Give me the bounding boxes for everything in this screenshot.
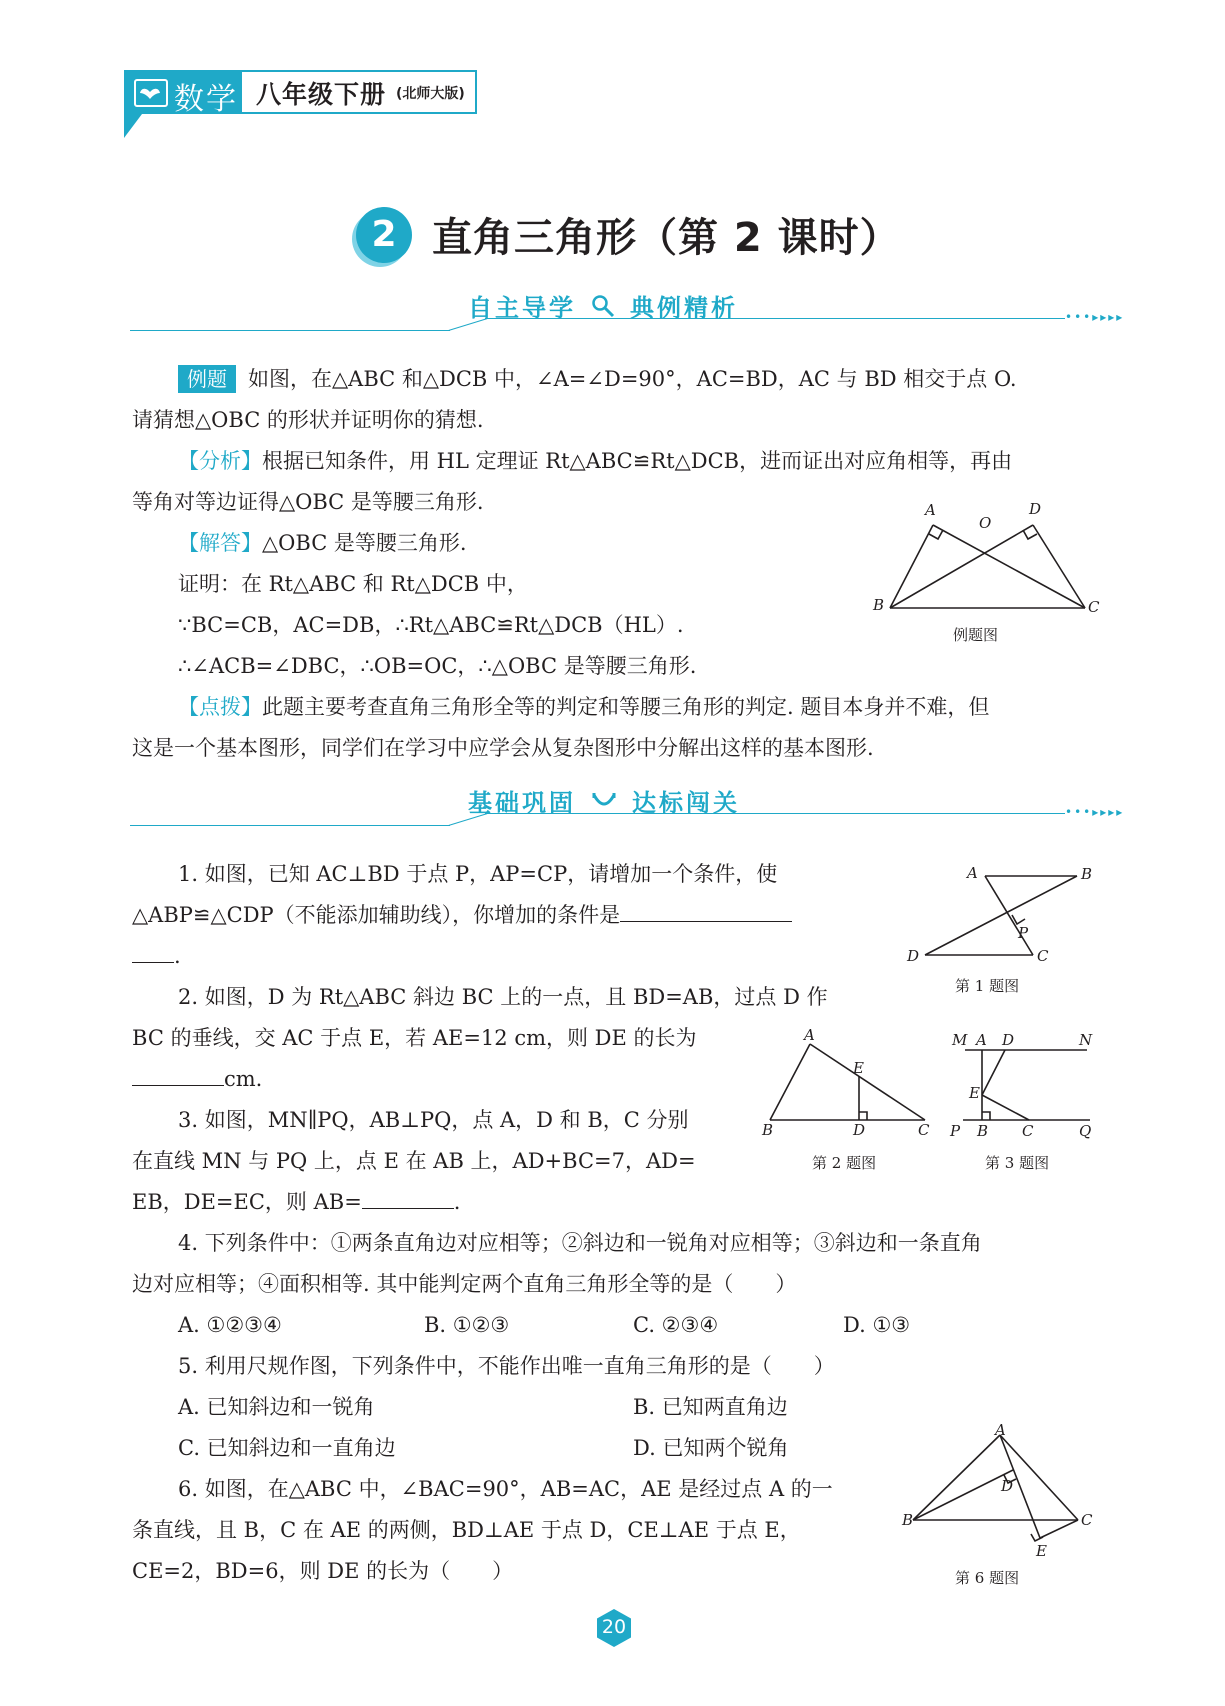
q2-line-1: 2. 如图，D 为 Rt△ABC 斜边 BC 上的一点，且 BD=AB，过点 D 作 bbox=[178, 985, 828, 1009]
section-title-left: 自主导学 bbox=[468, 294, 576, 322]
label-A: A bbox=[995, 1421, 1006, 1439]
label-Q: Q bbox=[1079, 1122, 1092, 1140]
label-B: B bbox=[762, 1121, 774, 1139]
q2-figure bbox=[760, 1028, 935, 1138]
label-E: E bbox=[969, 1084, 980, 1102]
analysis-line-1 bbox=[178, 447, 1012, 475]
example-figure-caption: 例题图 bbox=[953, 626, 999, 644]
q2-line-2: BC 的垂线，交 AC 于点 E，若 AE=12 cm，则 DE 的长为 bbox=[132, 1026, 697, 1050]
q1-figure bbox=[905, 862, 1095, 967]
label-P: P bbox=[1018, 924, 1029, 942]
label-D: D bbox=[1001, 1477, 1014, 1495]
q6-figure-caption: 第 6 题图 bbox=[955, 1569, 1020, 1587]
q1-text: △ABP≌△CDP（不能添加辅助线），你增加的条件是 bbox=[132, 903, 621, 927]
q3-text: EB，DE=EC，则 AB= bbox=[132, 1190, 362, 1214]
label-M: M bbox=[952, 1031, 968, 1049]
q4-option-c[interactable]: C. ②③④ bbox=[633, 1313, 719, 1337]
page-number-badge bbox=[594, 1608, 634, 1648]
q6-line-2: 条直线，且 B，C 在 AE 的两侧，BD⊥AE 于点 D，CE⊥AE 于点 E， bbox=[132, 1518, 801, 1542]
answer-text: △OBC 是等腰三角形. bbox=[262, 531, 467, 555]
tip-line-1 bbox=[178, 693, 989, 721]
q4-line-2: 边对应相等；④面积相等. 其中能判定两个直角三角形全等的是（ ） bbox=[132, 1272, 797, 1296]
book-header bbox=[124, 70, 479, 117]
q5-option-a[interactable]: A. 已知斜边和一锐角 bbox=[178, 1395, 375, 1419]
analysis-tag: 【分析】 bbox=[178, 449, 262, 473]
q6-line-1: 6. 如图，在△ABC 中，∠BAC=90°，AB=AC，AE 是经过点 A 的一 bbox=[178, 1477, 833, 1501]
q1-figure-caption: 第 1 题图 bbox=[955, 977, 1020, 995]
smile-icon bbox=[590, 789, 618, 819]
label-P: P bbox=[950, 1122, 961, 1140]
tip-tag: 【点拨】 bbox=[178, 695, 262, 719]
q1-line-1: 1. 如图，已知 AC⊥BD 于点 P，AP=CP，请增加一个条件，使 bbox=[178, 862, 778, 886]
tip-text: 此题主要考查直角三角形全等的判定和等腰三角形的判定. 题目本身并不难，但 bbox=[262, 695, 990, 719]
label-E: E bbox=[853, 1059, 864, 1077]
q3-figure-caption: 第 3 题图 bbox=[985, 1154, 1050, 1172]
label-D: D bbox=[853, 1121, 866, 1139]
label-C: C bbox=[1088, 598, 1100, 616]
q1-end: . bbox=[174, 944, 181, 968]
label-C: C bbox=[918, 1121, 930, 1139]
edition-label: (北师大版) bbox=[396, 86, 465, 102]
example-line-2: 请猜想△OBC 的形状并证明你的猜想. bbox=[132, 408, 484, 432]
q5-option-b[interactable]: B. 已知两直角边 bbox=[633, 1395, 788, 1419]
analysis-line-2: 等角对等边证得△OBC 是等腰三角形. bbox=[132, 490, 484, 514]
section-title bbox=[468, 783, 740, 819]
proof-line-3: ∴∠ACB=∠DBC，∴OB=OC，∴△OBC 是等腰三角形. bbox=[178, 654, 697, 678]
q1-answer-blank[interactable] bbox=[620, 901, 792, 922]
header-tail bbox=[124, 114, 142, 138]
q4-line-1: 4. 下列条件中：①两条直角边对应相等；②斜边和一锐角对应相等；③斜边和一条直角 bbox=[178, 1231, 982, 1255]
label-C: C bbox=[1081, 1511, 1093, 1529]
label-B: B bbox=[1081, 865, 1093, 883]
answer-line bbox=[178, 529, 467, 557]
q1-line-2 bbox=[132, 901, 792, 929]
proof-line-2: ∵BC=CB，AC=DB，∴Rt△ABC≌Rt△DCB（HL）. bbox=[178, 613, 684, 637]
answer-tag: 【解答】 bbox=[178, 531, 262, 555]
label-C: C bbox=[1037, 947, 1049, 965]
q4-option-b[interactable]: B. ①②③ bbox=[424, 1313, 510, 1337]
section-header-guided-study bbox=[130, 294, 1125, 340]
section-title-right: 典例精析 bbox=[630, 294, 738, 322]
section-title-right: 达标闯关 bbox=[632, 789, 740, 817]
q6-figure bbox=[900, 1421, 1095, 1560]
section-title-left: 基础巩固 bbox=[468, 789, 576, 817]
q3-line-2: 在直线 MN 与 PQ 上，点 E 在 AB 上，AD+BC=7，AD= bbox=[132, 1149, 696, 1173]
q2-answer-blank[interactable] bbox=[132, 1065, 224, 1086]
label-B: B bbox=[977, 1122, 989, 1140]
grade-label: 八年级下册 bbox=[256, 80, 387, 109]
q3-line-1: 3. 如图，MN∥PQ，AB⊥PQ，点 A，D 和 B，C 分别 bbox=[178, 1108, 689, 1132]
page-title: 直角三角形（第 2 课时） bbox=[432, 215, 901, 261]
section-title bbox=[468, 288, 738, 325]
subject-label: 数学 bbox=[174, 82, 238, 117]
label-C: C bbox=[1022, 1122, 1034, 1140]
lesson-number-badge: 2 bbox=[356, 207, 412, 263]
label-N: N bbox=[1079, 1031, 1093, 1049]
divider-line bbox=[130, 330, 450, 331]
label-E: E bbox=[1036, 1542, 1047, 1560]
tip-line-2: 这是一个基本图形，同学们在学习中应学会从复杂图形中分解出这样的基本图形. bbox=[132, 736, 874, 760]
q5-option-c[interactable]: C. 已知斜边和一直角边 bbox=[178, 1436, 396, 1460]
divider-line bbox=[130, 825, 450, 826]
example-text: 如图，在△ABC 和△DCB 中，∠A=∠D=90°，AC=BD，AC 与 BD 相交于点 O. bbox=[248, 367, 1017, 391]
label-D: D bbox=[1002, 1031, 1015, 1049]
q3-end: . bbox=[453, 1190, 461, 1214]
q3-line-3 bbox=[132, 1188, 460, 1216]
q2-unit: cm. bbox=[224, 1067, 263, 1091]
q3-figure bbox=[945, 1028, 1095, 1138]
arrow-dots-icon: •••▸▸▸▸ bbox=[1065, 310, 1125, 324]
q1-line-3 bbox=[132, 942, 181, 970]
q4-option-d[interactable]: D. ①③ bbox=[843, 1313, 911, 1337]
q6-line-3: CE=2，BD=6，则 DE 的长为（ ） bbox=[132, 1559, 514, 1583]
label-A: A bbox=[976, 1031, 987, 1049]
analysis-text: 根据已知条件，用 HL 定理证 Rt△ABC≌Rt△DCB，进而证出对应角相等，再由 bbox=[262, 449, 1013, 473]
q3-answer-blank[interactable] bbox=[362, 1188, 454, 1209]
q5-line: 5. 利用尺规作图，下列条件中，不能作出唯一直角三角形的是（ ） bbox=[178, 1354, 835, 1378]
q5-option-d[interactable]: D. 已知两个锐角 bbox=[633, 1436, 789, 1460]
label-A: A bbox=[925, 501, 936, 519]
label-D: D bbox=[1029, 500, 1042, 518]
proof-line-1: 证明：在 Rt△ABC 和 Rt△DCB 中， bbox=[178, 572, 528, 596]
label-B: B bbox=[873, 596, 885, 614]
q1-answer-blank-cont[interactable] bbox=[132, 942, 174, 963]
label-D: D bbox=[907, 947, 920, 965]
page-number: 20 bbox=[601, 1616, 627, 1638]
example-line-1 bbox=[178, 365, 1017, 393]
q2-line-3 bbox=[132, 1065, 262, 1093]
book-icon bbox=[134, 79, 168, 107]
arrow-dots-icon: •••▸▸▸▸ bbox=[1065, 805, 1125, 819]
q2-figure-caption: 第 2 题图 bbox=[812, 1154, 877, 1172]
section-header-basic-practice bbox=[130, 789, 1125, 835]
q4-option-a[interactable]: A. ①②③④ bbox=[178, 1313, 282, 1337]
label-A: A bbox=[804, 1026, 815, 1044]
label-B: B bbox=[902, 1511, 914, 1529]
example-figure bbox=[865, 495, 1100, 630]
label-O: O bbox=[979, 514, 992, 532]
magnifier-icon bbox=[590, 293, 616, 325]
label-A: A bbox=[967, 864, 978, 882]
example-tag: 例题 bbox=[178, 365, 236, 393]
